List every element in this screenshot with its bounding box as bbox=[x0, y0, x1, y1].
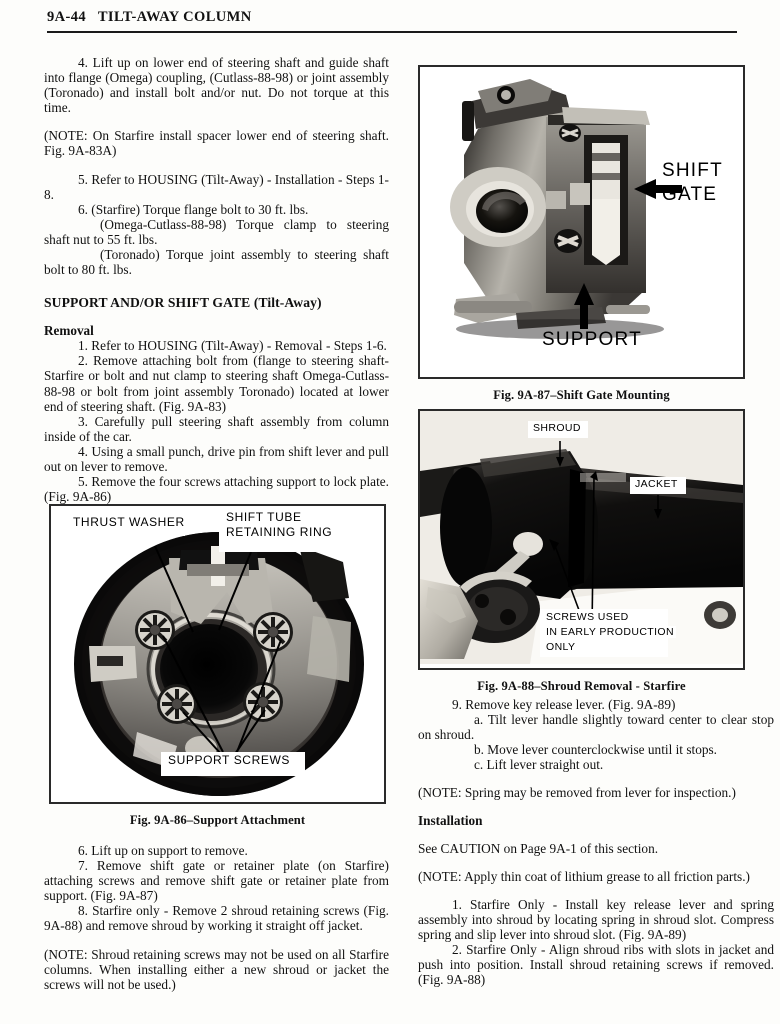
figure-9a-88 bbox=[418, 409, 745, 694]
figure-9a-86-caption: Fig. 9A-86–Support Attachment bbox=[129, 813, 306, 827]
paragraph-removal-6: 6. Lift up on support to remove. bbox=[78, 843, 248, 858]
paragraph-removal-2: 2. Remove attaching bolt from (flange to steering shaft-Starfire or bolt and nut clamp to steering shaft Omega-Cutlass-88-98 or bolt from joint assembly Toronado) located at lower end of steering shaft. (Fig. 9A-83) bbox=[44, 353, 389, 414]
paragraph-removal-7: 7. Remove shift gate or retainer plate (on Starfire) attaching screws and remove shift gate or retainer plate from support. (Fig. 9A-87) bbox=[44, 858, 389, 904]
figure-9a-87-label-support: SUPPORT bbox=[542, 329, 642, 350]
paragraph-step-6-omega: (Omega-Cutlass-88-98) Torque clamp to steering shaft nut to 55 ft. lbs. bbox=[44, 216, 389, 247]
section-heading-support-shift-gate: SUPPORT AND/OR SHIFT GATE (Tilt-Away) bbox=[44, 295, 322, 311]
figure-9a-86-label-retaining-ring: RETAINING RING bbox=[226, 525, 333, 539]
figure-9a-88-caption: Fig. 9A-88–Shroud Removal - Starfire bbox=[477, 679, 686, 693]
figure-9a-88-label-screws-line1: SCREWS USED bbox=[546, 611, 629, 623]
figure-9a-87-label-shift: SHIFT bbox=[662, 160, 723, 181]
header-rule bbox=[47, 31, 737, 33]
figure-9a-86-label-support-screws: SUPPORT SCREWS bbox=[168, 753, 290, 767]
page-header bbox=[47, 8, 737, 26]
figure-9a-87-label-gate: GATE bbox=[662, 184, 718, 205]
figure-9a-86-label-thrust-washer: THRUST WASHER bbox=[73, 515, 185, 529]
paragraph-removal-9a: a. Tilt lever handle slightly toward center to clear stop on shroud. bbox=[418, 712, 774, 743]
paragraph-removal-9b: b. Move lever counterclockwise until it stops. bbox=[474, 742, 717, 758]
figure-9a-87-image-frame bbox=[418, 65, 745, 379]
figure-9a-88-label-jacket: JACKET bbox=[635, 478, 678, 490]
paragraph-install-2: 2. Starfire Only - Align shroud ribs with slots in jacket and push into position. Install shroud retaining screws if removed. (Fig. 9A-88) bbox=[418, 942, 774, 988]
paragraph-step-5: 5. Refer to HOUSING (Tilt-Away) - Installation - Steps 1-8. bbox=[44, 171, 389, 202]
paragraph-removal-9: 9. Remove key release lever. (Fig. 9A-89) bbox=[452, 697, 676, 712]
figure-9a-87 bbox=[418, 65, 745, 403]
figure-9a-86-label-shift-tube: SHIFT TUBE bbox=[226, 510, 302, 524]
subheading-removal: Removal bbox=[44, 323, 94, 339]
figure-9a-88-label-screws-line3: ONLY bbox=[546, 641, 576, 653]
figure-9a-87-photo bbox=[420, 67, 743, 373]
figure-9a-88-image-frame bbox=[418, 409, 745, 670]
paragraph-note-shroud-screws: (NOTE: Shroud retaining screws may not be used on all Starfire columns. When installing either a new shroud or jacket the screws will not be used.) bbox=[44, 946, 389, 992]
figure-9a-86-image-frame bbox=[49, 504, 386, 804]
paragraph-note-spring: (NOTE: Spring may be removed from lever for inspection.) bbox=[418, 785, 736, 801]
figure-9a-88-label-shroud: SHROUD bbox=[533, 422, 581, 434]
paragraph-removal-5: 5. Remove the four screws attaching support to lock plate. (Fig. 9A-86) bbox=[44, 474, 389, 505]
page-header-text: 9A-44 TILT-AWAY COLUMN bbox=[47, 9, 252, 25]
paragraph-note-lithium-grease: (NOTE: Apply thin coat of lithium grease to all friction parts.) bbox=[418, 868, 750, 884]
paragraph-step-6: 6. (Starfire) Torque flange bolt to 30 ft. lbs. bbox=[78, 201, 309, 217]
paragraph-note-starfire-spacer: (NOTE: On Starfire install spacer lower end of steering shaft. Fig. 9A-83A) bbox=[44, 128, 389, 159]
paragraph-step-6-toronado: (Toronado) Torque joint assembly to steering shaft bolt to 80 ft. lbs. bbox=[44, 247, 389, 278]
paragraph-removal-8: 8. Starfire only - Remove 2 shroud retaining screws (Fig. 9A-88) and remove shroud by working it straight off jacket. bbox=[44, 903, 389, 934]
figure-9a-86 bbox=[49, 504, 386, 828]
paragraph-step-4: 4. Lift up on lower end of steering shaft and guide shaft into flange (Omega) coupling, (Cutlass-88-98) or joint assembly (Toronado) and install bolt and/or nut. Do not torque at this time. bbox=[44, 55, 389, 116]
subheading-installation: Installation bbox=[418, 812, 483, 828]
paragraph-removal-9c: c. Lift lever straight out. bbox=[474, 757, 604, 773]
paragraph-removal-4: 4. Using a small punch, drive pin from shift lever and pull out on lever to remove. bbox=[44, 443, 389, 474]
right-text-column bbox=[418, 697, 774, 987]
figure-9a-88-label-screws-line2: IN EARLY PRODUCTION bbox=[546, 626, 674, 638]
paragraph-caution-reference: See CAUTION on Page 9A-1 of this section. bbox=[418, 840, 659, 856]
left-text-column-lower bbox=[44, 843, 389, 992]
figure-9a-87-caption: Fig. 9A-87–Shift Gate Mounting bbox=[493, 388, 670, 402]
left-text-column bbox=[44, 55, 389, 504]
paragraph-install-1: 1. Starfire Only - Install key release lever and spring assembly into shroud by locating spring in shroud slot. Compress spring and slip lever into shroud slot. (Fig. 9A-89) bbox=[418, 896, 774, 942]
paragraph-removal-1: 1. Refer to HOUSING (Tilt-Away) - Removal - Steps 1-6. bbox=[78, 338, 387, 354]
paragraph-removal-3: 3. Carefully pull steering shaft assembly from column inside of the car. bbox=[44, 413, 389, 444]
